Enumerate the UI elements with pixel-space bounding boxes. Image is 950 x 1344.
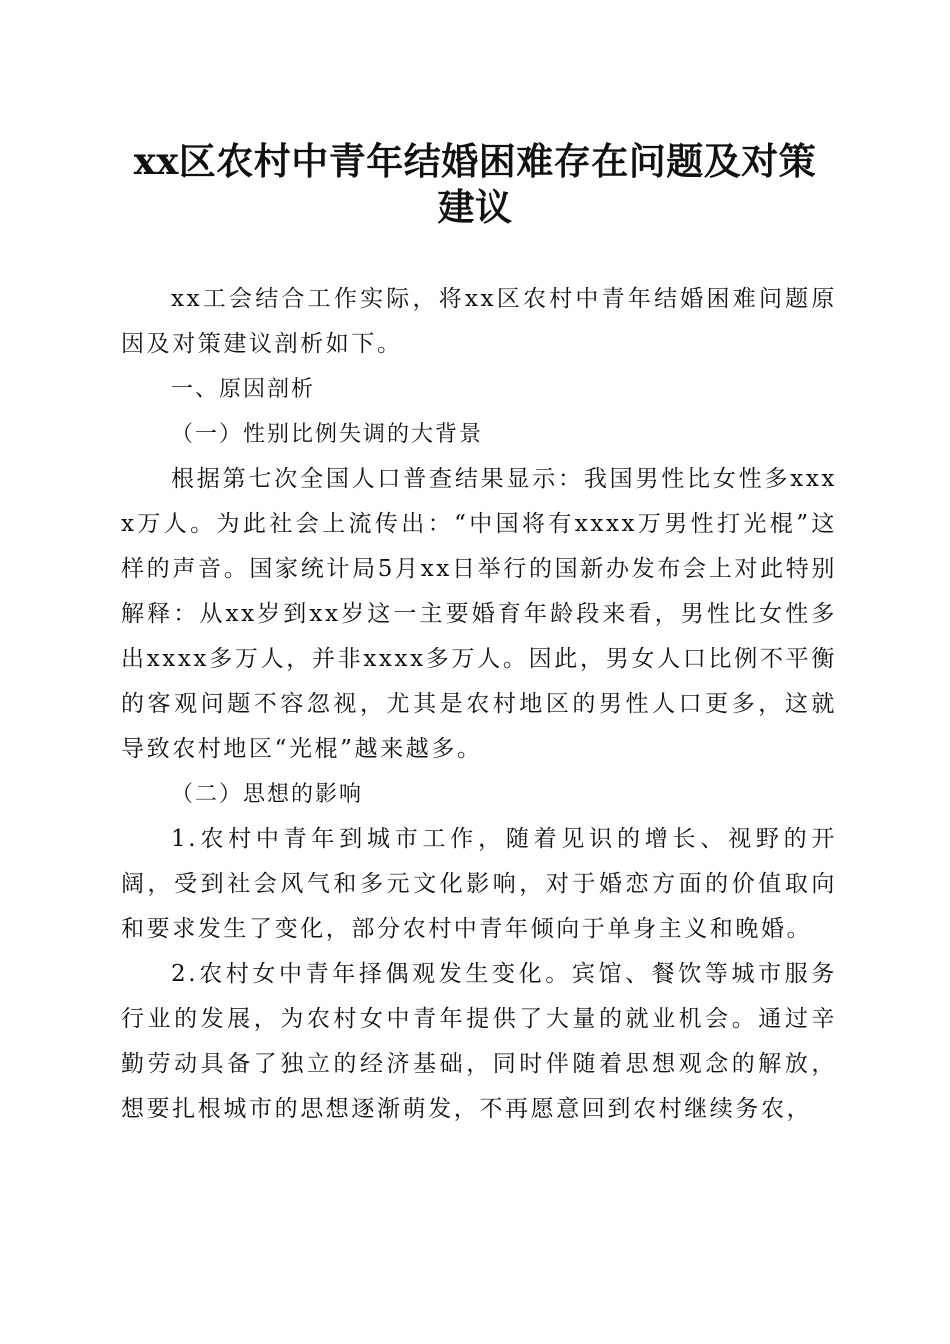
document-title: xx区农村中青年结婚困难存在问题及对策建议 xyxy=(133,139,817,229)
mindset-item-1: 1.农村中青年到城市工作，随着见识的增长、视野的开阔，受到社会风气和多元文化影响，对于婚恋方面的价值取向和要求发生了变化，部分农村中青年倾向于单身主义和晚婚。 xyxy=(121,826,837,942)
section-heading-causes: 一、原因剖析 xyxy=(171,377,316,402)
document-body xyxy=(121,277,837,1132)
subsection-heading-gender-ratio: （一）性别比例失调的大背景 xyxy=(171,422,484,447)
subsection-heading-mindset: （二）思想的影响 xyxy=(171,782,364,807)
intro-paragraph: xx工会结合工作实际，将xx区农村中青年结婚困难问题原因及对策建议剖析如下。 xyxy=(121,286,837,357)
gender-ratio-paragraph: 根据第七次全国人口普查结果显示：我国男性比女性多xxxx万人。为此社会上流传出：“中国将有xxxx万男性打光棍”这样的声音。国家统计局5月xx日举行的国新办发布会上对此特别解释：从xx岁到xx岁这一主要婚育年龄段来看，男性比女性多出xxxx多万人，并非xxxx多万人。因此，男女人口比例不平衡的客观问题不容忽视，尤其是农村地区的男性人口更多，这就导致农村地区“光棍”越来越多。 xyxy=(121,466,837,762)
mindset-item-2: 2.农村女中青年择偶观发生变化。宾馆、餐饮等城市服务行业的发展，为农村女中青年提供了大量的就业机会。通过辛勤劳动具备了独立的经济基础，同时伴随着思想观念的解放，想要扎根城市的思想逐渐萌发，不再愿意回到农村继续务农， xyxy=(121,961,837,1122)
